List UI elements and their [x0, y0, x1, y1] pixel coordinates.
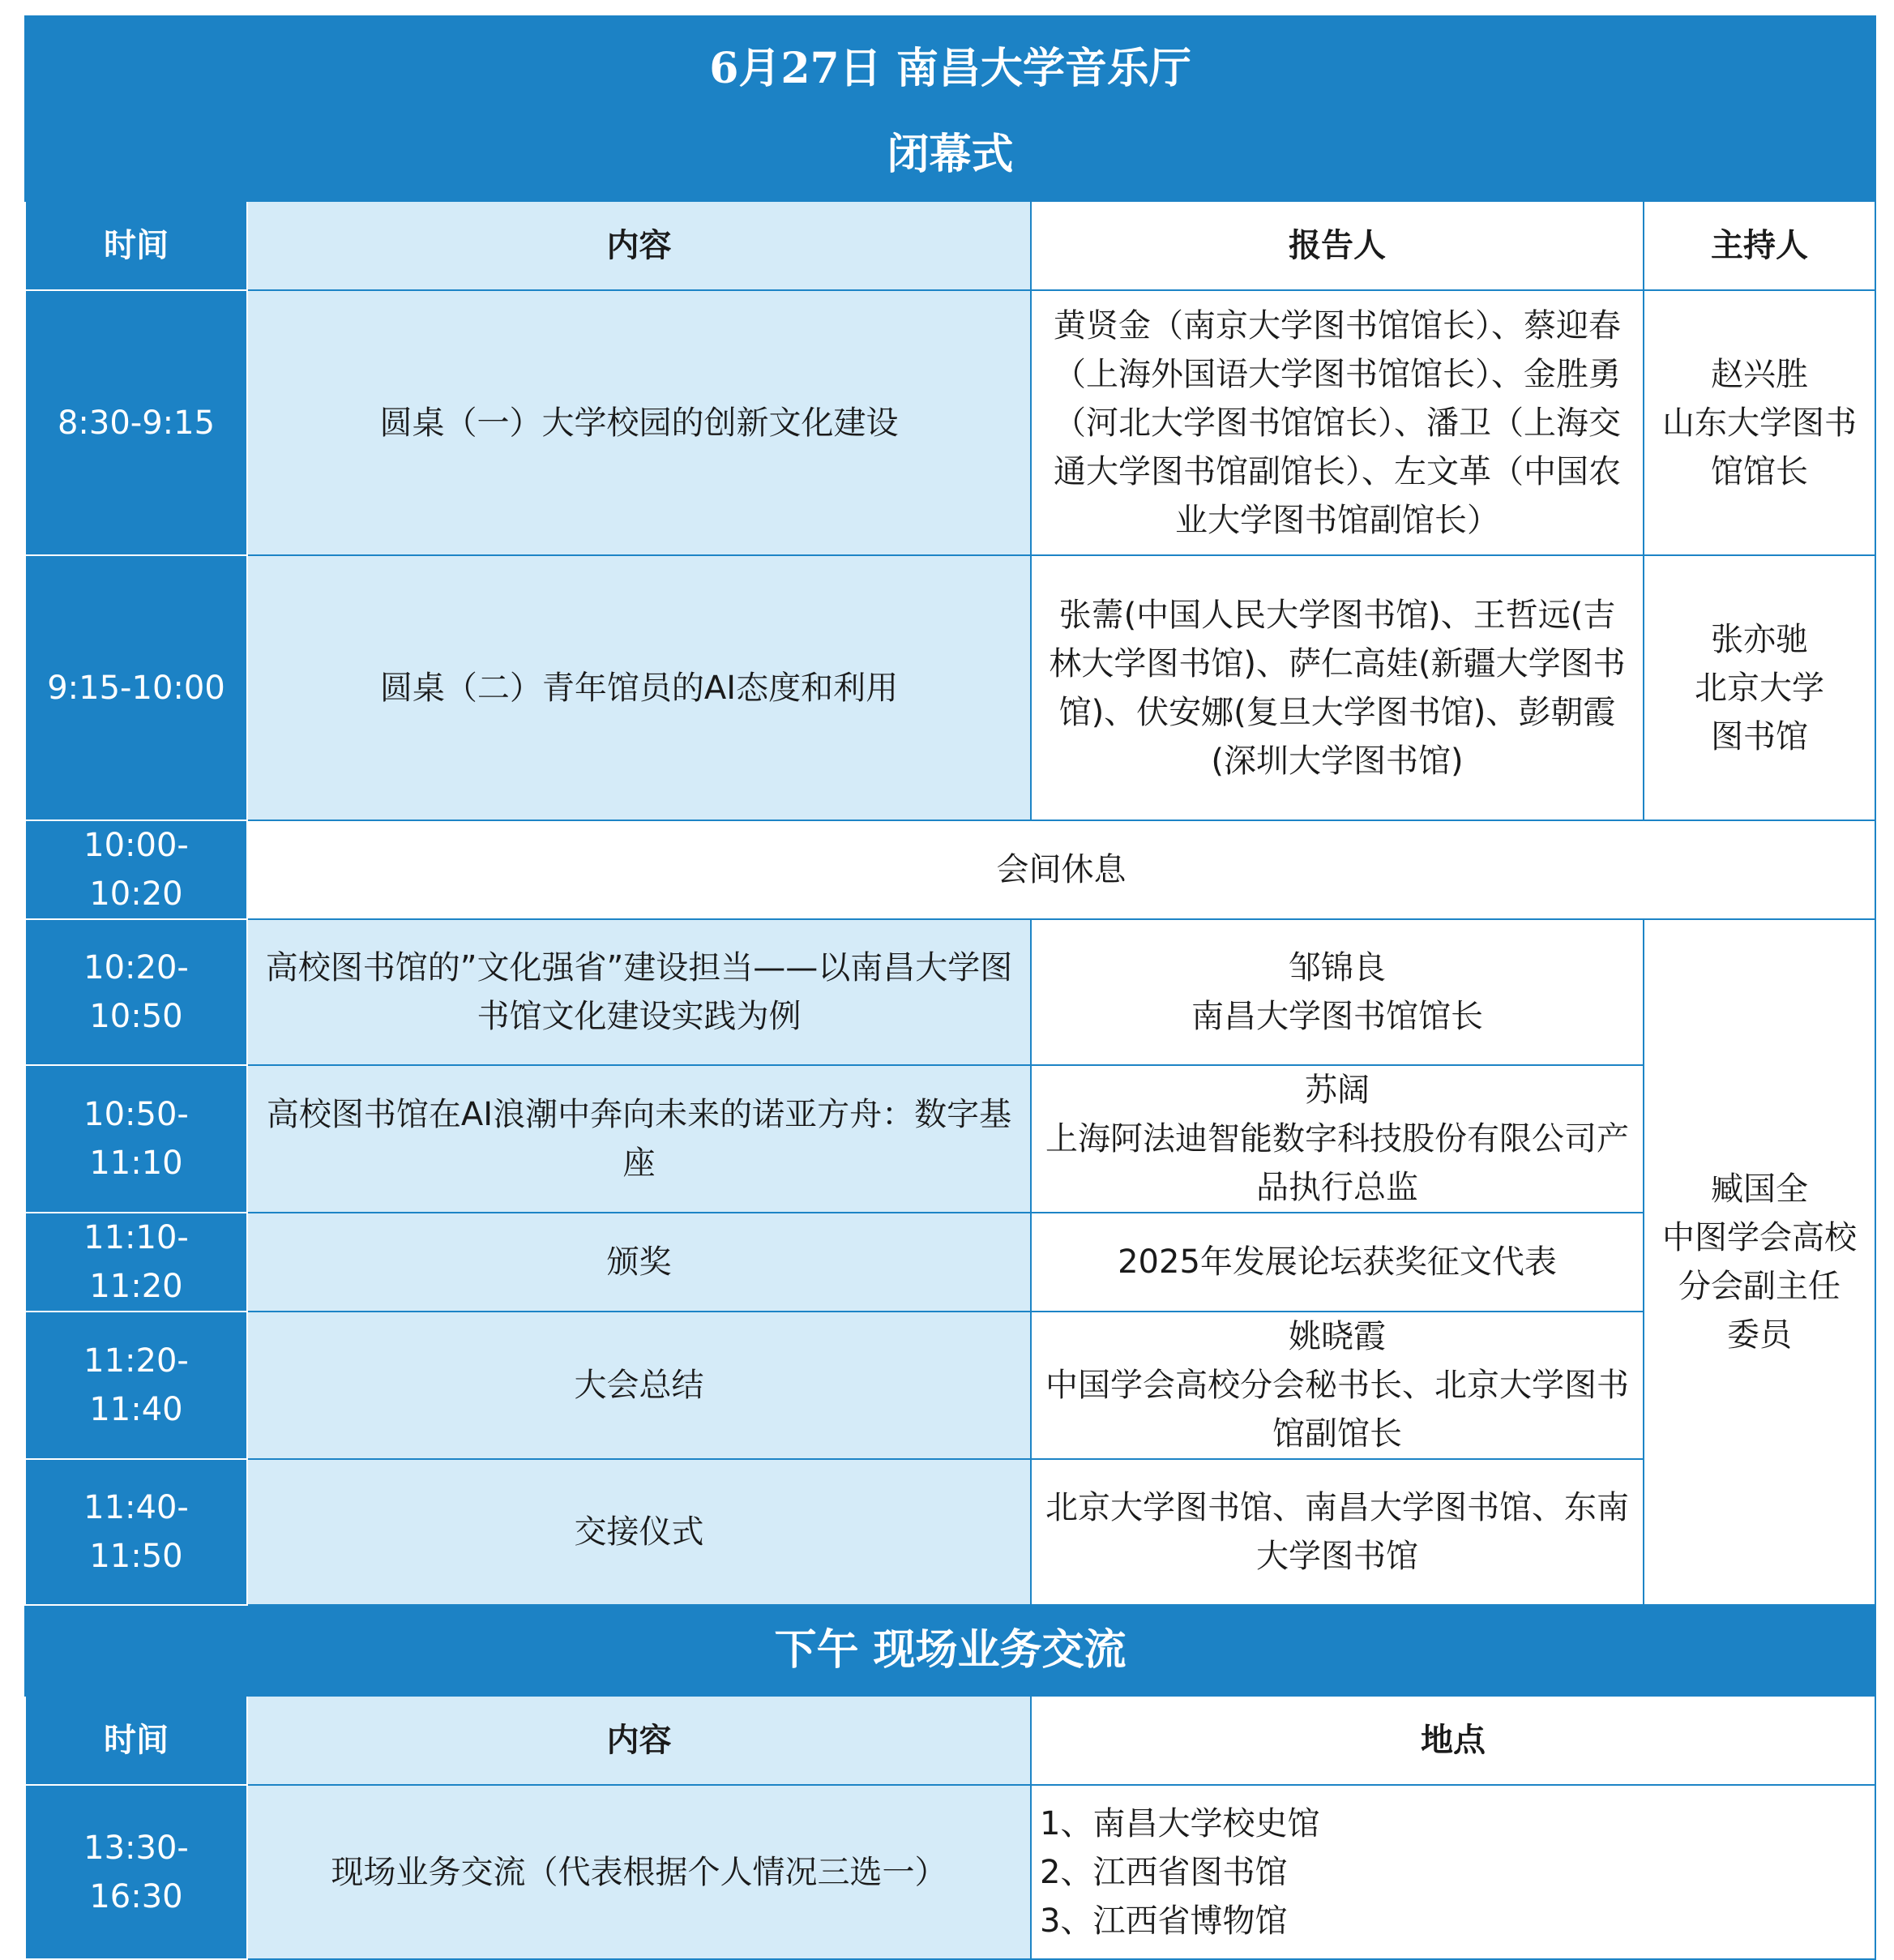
speaker-title: 中国学会高校分会秘书长、北京大学图书馆副馆长 — [1045, 1367, 1629, 1453]
speaker-name: 邹锦良 — [1289, 949, 1386, 986]
time-cell: 10:00-10:20 — [25, 820, 247, 919]
table-row — [25, 555, 1875, 820]
list-item: 1、南昌大学校史馆 — [1040, 1804, 1320, 1842]
content-cell: 大会总结 — [247, 1312, 1031, 1459]
speaker-cell: 2025年发展论坛获奖征文代表 — [1031, 1213, 1644, 1312]
host-title: 委员 — [1727, 1316, 1793, 1354]
speaker-title: 南昌大学图书馆馆长 — [1191, 998, 1483, 1035]
morning-title-band — [25, 16, 1875, 201]
table-row — [25, 290, 1875, 555]
time-cell: 13:30-16:30 — [25, 1785, 247, 1959]
content-cell: 颁奖 — [247, 1213, 1031, 1312]
time-cell: 10:50-11:10 — [25, 1065, 247, 1213]
host-cell — [1644, 555, 1875, 820]
content-cell: 交接仪式 — [247, 1459, 1031, 1605]
time-cell: 10:20-10:50 — [25, 919, 247, 1065]
speaker-title: 上海阿法迪智能数字科技股份有限公司产品执行总监 — [1045, 1120, 1629, 1206]
speaker-cell — [1031, 919, 1644, 1065]
host-cell — [1644, 290, 1875, 555]
speaker-cell — [1031, 1312, 1644, 1459]
header-content: 内容 — [247, 201, 1031, 290]
list-item: 3、江西省博物馆 — [1040, 1902, 1288, 1940]
speaker-name: 苏阔 — [1305, 1072, 1370, 1109]
table-row — [25, 1213, 1875, 1312]
content-cell: 高校图书馆的”文化强省”建设担当——以南昌大学图书馆文化建设实践为例 — [247, 919, 1031, 1065]
table-row — [25, 1065, 1875, 1213]
table-row — [25, 1785, 1875, 1959]
location-list — [1031, 1785, 1875, 1959]
header-speaker: 报告人 — [1031, 201, 1644, 290]
content-cell: 现场业务交流（代表根据个人情况三选一） — [247, 1785, 1031, 1959]
host-title: 北京大学 — [1695, 669, 1825, 707]
table-row — [25, 1459, 1875, 1605]
table-row — [25, 820, 1875, 919]
speaker-cell: 张薷(中国人民大学图书馆)、王哲远(吉林大学图书馆)、萨仁高娃(新疆大学图书馆)、伏安娜(复旦大学图书馆)、彭朝霞(深圳大学图书馆) — [1031, 555, 1644, 820]
speaker-cell: 北京大学图书馆、南昌大学图书馆、东南大学图书馆 — [1031, 1459, 1644, 1605]
list-item: 2、江西省图书馆 — [1040, 1853, 1288, 1891]
content-cell: 圆桌（二）青年馆员的AI态度和利用 — [247, 555, 1031, 820]
speaker-name: 姚晓霞 — [1289, 1318, 1386, 1355]
closing-schedule-table — [24, 15, 1876, 1960]
speaker-cell: 黄贤金（南京大学图书馆馆长）、蔡迎春（上海外国语大学图书馆馆长）、金胜勇（河北大学图书馆馆长）、潘卫（上海交通大学图书馆副馆长）、左文革（中国农业大学图书馆副馆长） — [1031, 290, 1644, 555]
time-cell: 9:15-10:00 — [25, 555, 247, 820]
schedule-sheet — [24, 15, 1875, 1940]
table-row — [25, 1312, 1875, 1459]
speaker-cell — [1031, 1065, 1644, 1213]
host-title: 图书馆 — [1711, 717, 1809, 755]
ceremony-title: 闭幕式 — [887, 130, 1014, 179]
afternoon-title: 下午 现场业务交流 — [25, 1605, 1875, 1696]
host-title: 山东大学图书 — [1662, 404, 1858, 442]
host-title: 中图学会高校 — [1662, 1219, 1858, 1256]
content-cell: 圆桌（一）大学校园的创新文化建设 — [247, 290, 1031, 555]
host-name: 张亦驰 — [1711, 620, 1809, 658]
host-title: 馆馆长 — [1711, 452, 1809, 490]
host-name: 赵兴胜 — [1711, 355, 1809, 393]
time-cell: 11:10-11:20 — [25, 1213, 247, 1312]
merged-host-cell — [1644, 919, 1875, 1605]
host-name: 臧国全 — [1711, 1170, 1809, 1208]
venue-title: 6月27日 南昌大学音乐厅 — [709, 44, 1191, 93]
header-host: 主持人 — [1644, 201, 1875, 290]
table-row — [25, 919, 1875, 1065]
header-location: 地点 — [1031, 1696, 1875, 1785]
time-cell: 8:30-9:15 — [25, 290, 247, 555]
header-time: 时间 — [25, 1696, 247, 1785]
content-cell: 高校图书馆在AI浪潮中奔向未来的诺亚方舟：数字基座 — [247, 1065, 1031, 1213]
time-cell: 11:20-11:40 — [25, 1312, 247, 1459]
time-cell: 11:40-11:50 — [25, 1459, 247, 1605]
host-title: 分会副主任 — [1678, 1268, 1841, 1305]
header-time: 时间 — [25, 201, 247, 290]
break-cell: 会间休息 — [247, 820, 1875, 919]
header-content: 内容 — [247, 1696, 1031, 1785]
